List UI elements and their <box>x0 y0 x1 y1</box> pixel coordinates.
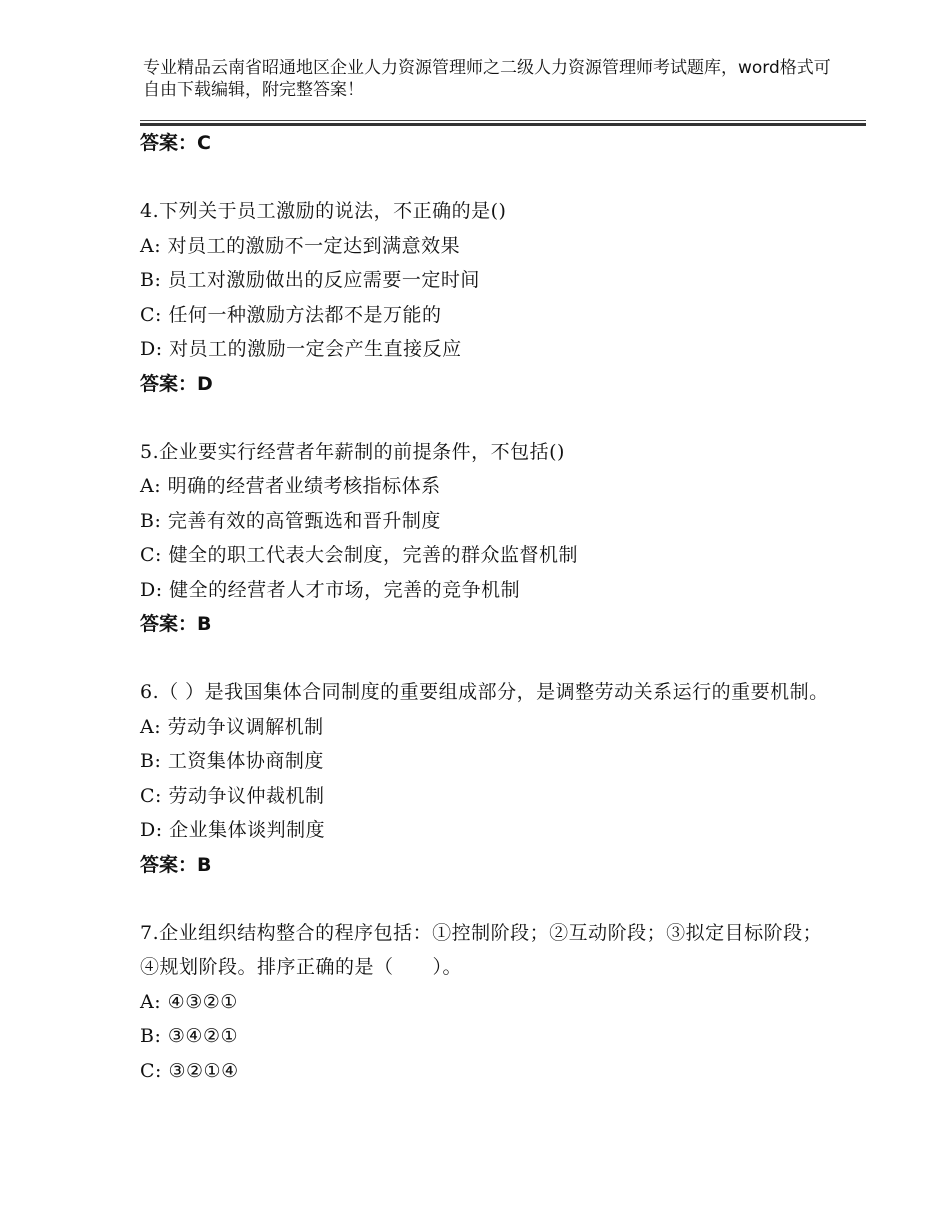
header-text: 专业精品云南省昭通地区企业人力资源管理师之二级人力资源管理师考试题库，word格式可自由下载编辑，附完整答案！ <box>143 58 831 100</box>
question-4 <box>140 194 840 401</box>
answer-label: 答案：D <box>140 372 213 395</box>
option-b: B: 员工对激励做出的反应需要一定时间 <box>140 269 480 291</box>
question-stem: 5.企业要实行经营者年薪制的前提条件，不包括() <box>140 440 565 463</box>
answer-label: 答案：B <box>140 613 212 635</box>
option-b: B: 工资集体协商制度 <box>140 750 324 772</box>
option-a: A: 明确的经营者业绩考核指标体系 <box>140 475 441 497</box>
option-c: C: 劳动争议仲裁机制 <box>140 784 325 807</box>
option-d: D: 对员工的激励一定会产生直接反应 <box>140 338 462 360</box>
option-d: D: 健全的经营者人才市场，完善的竞争机制 <box>140 578 521 601</box>
option-c: C: 任何一种激励方法都不是万能的 <box>140 303 442 326</box>
option-a: A: 劳动争议调解机制 <box>140 715 324 738</box>
option-a: A: ④③②① <box>140 990 238 1013</box>
question-5 <box>140 435 840 642</box>
option-c: C: ③②①④ <box>140 1059 239 1082</box>
document-header <box>143 57 843 101</box>
option-a: A: 对员工的激励不一定达到满意效果 <box>140 234 461 257</box>
question-stem: 4.下列关于员工激励的说法，不正确的是() <box>140 200 507 222</box>
header-rule-thin <box>140 120 866 121</box>
question-stem: 6.（ ）是我国集体合同制度的重要组成部分，是调整劳动关系运行的重要机制。 <box>140 681 829 703</box>
option-b: B: ③④②① <box>140 1025 239 1047</box>
option-d: D: 企业集体谈判制度 <box>140 819 326 841</box>
question-7 <box>140 916 840 1089</box>
question-6 <box>140 675 840 882</box>
question-list <box>140 126 840 1088</box>
answer-label: 答案：C <box>140 132 211 154</box>
question-stem: 7.企业组织结构整合的程序包括：①控制阶段；②互动阶段；③拟定目标阶段；④规划阶段。排序正确的是（ ）。 <box>140 921 823 978</box>
option-b: B: 完善有效的高管甄选和晋升制度 <box>140 509 441 532</box>
option-c: C: 健全的职工代表大会制度，完善的群众监督机制 <box>140 544 578 566</box>
answer-label: 答案：B <box>140 853 212 876</box>
